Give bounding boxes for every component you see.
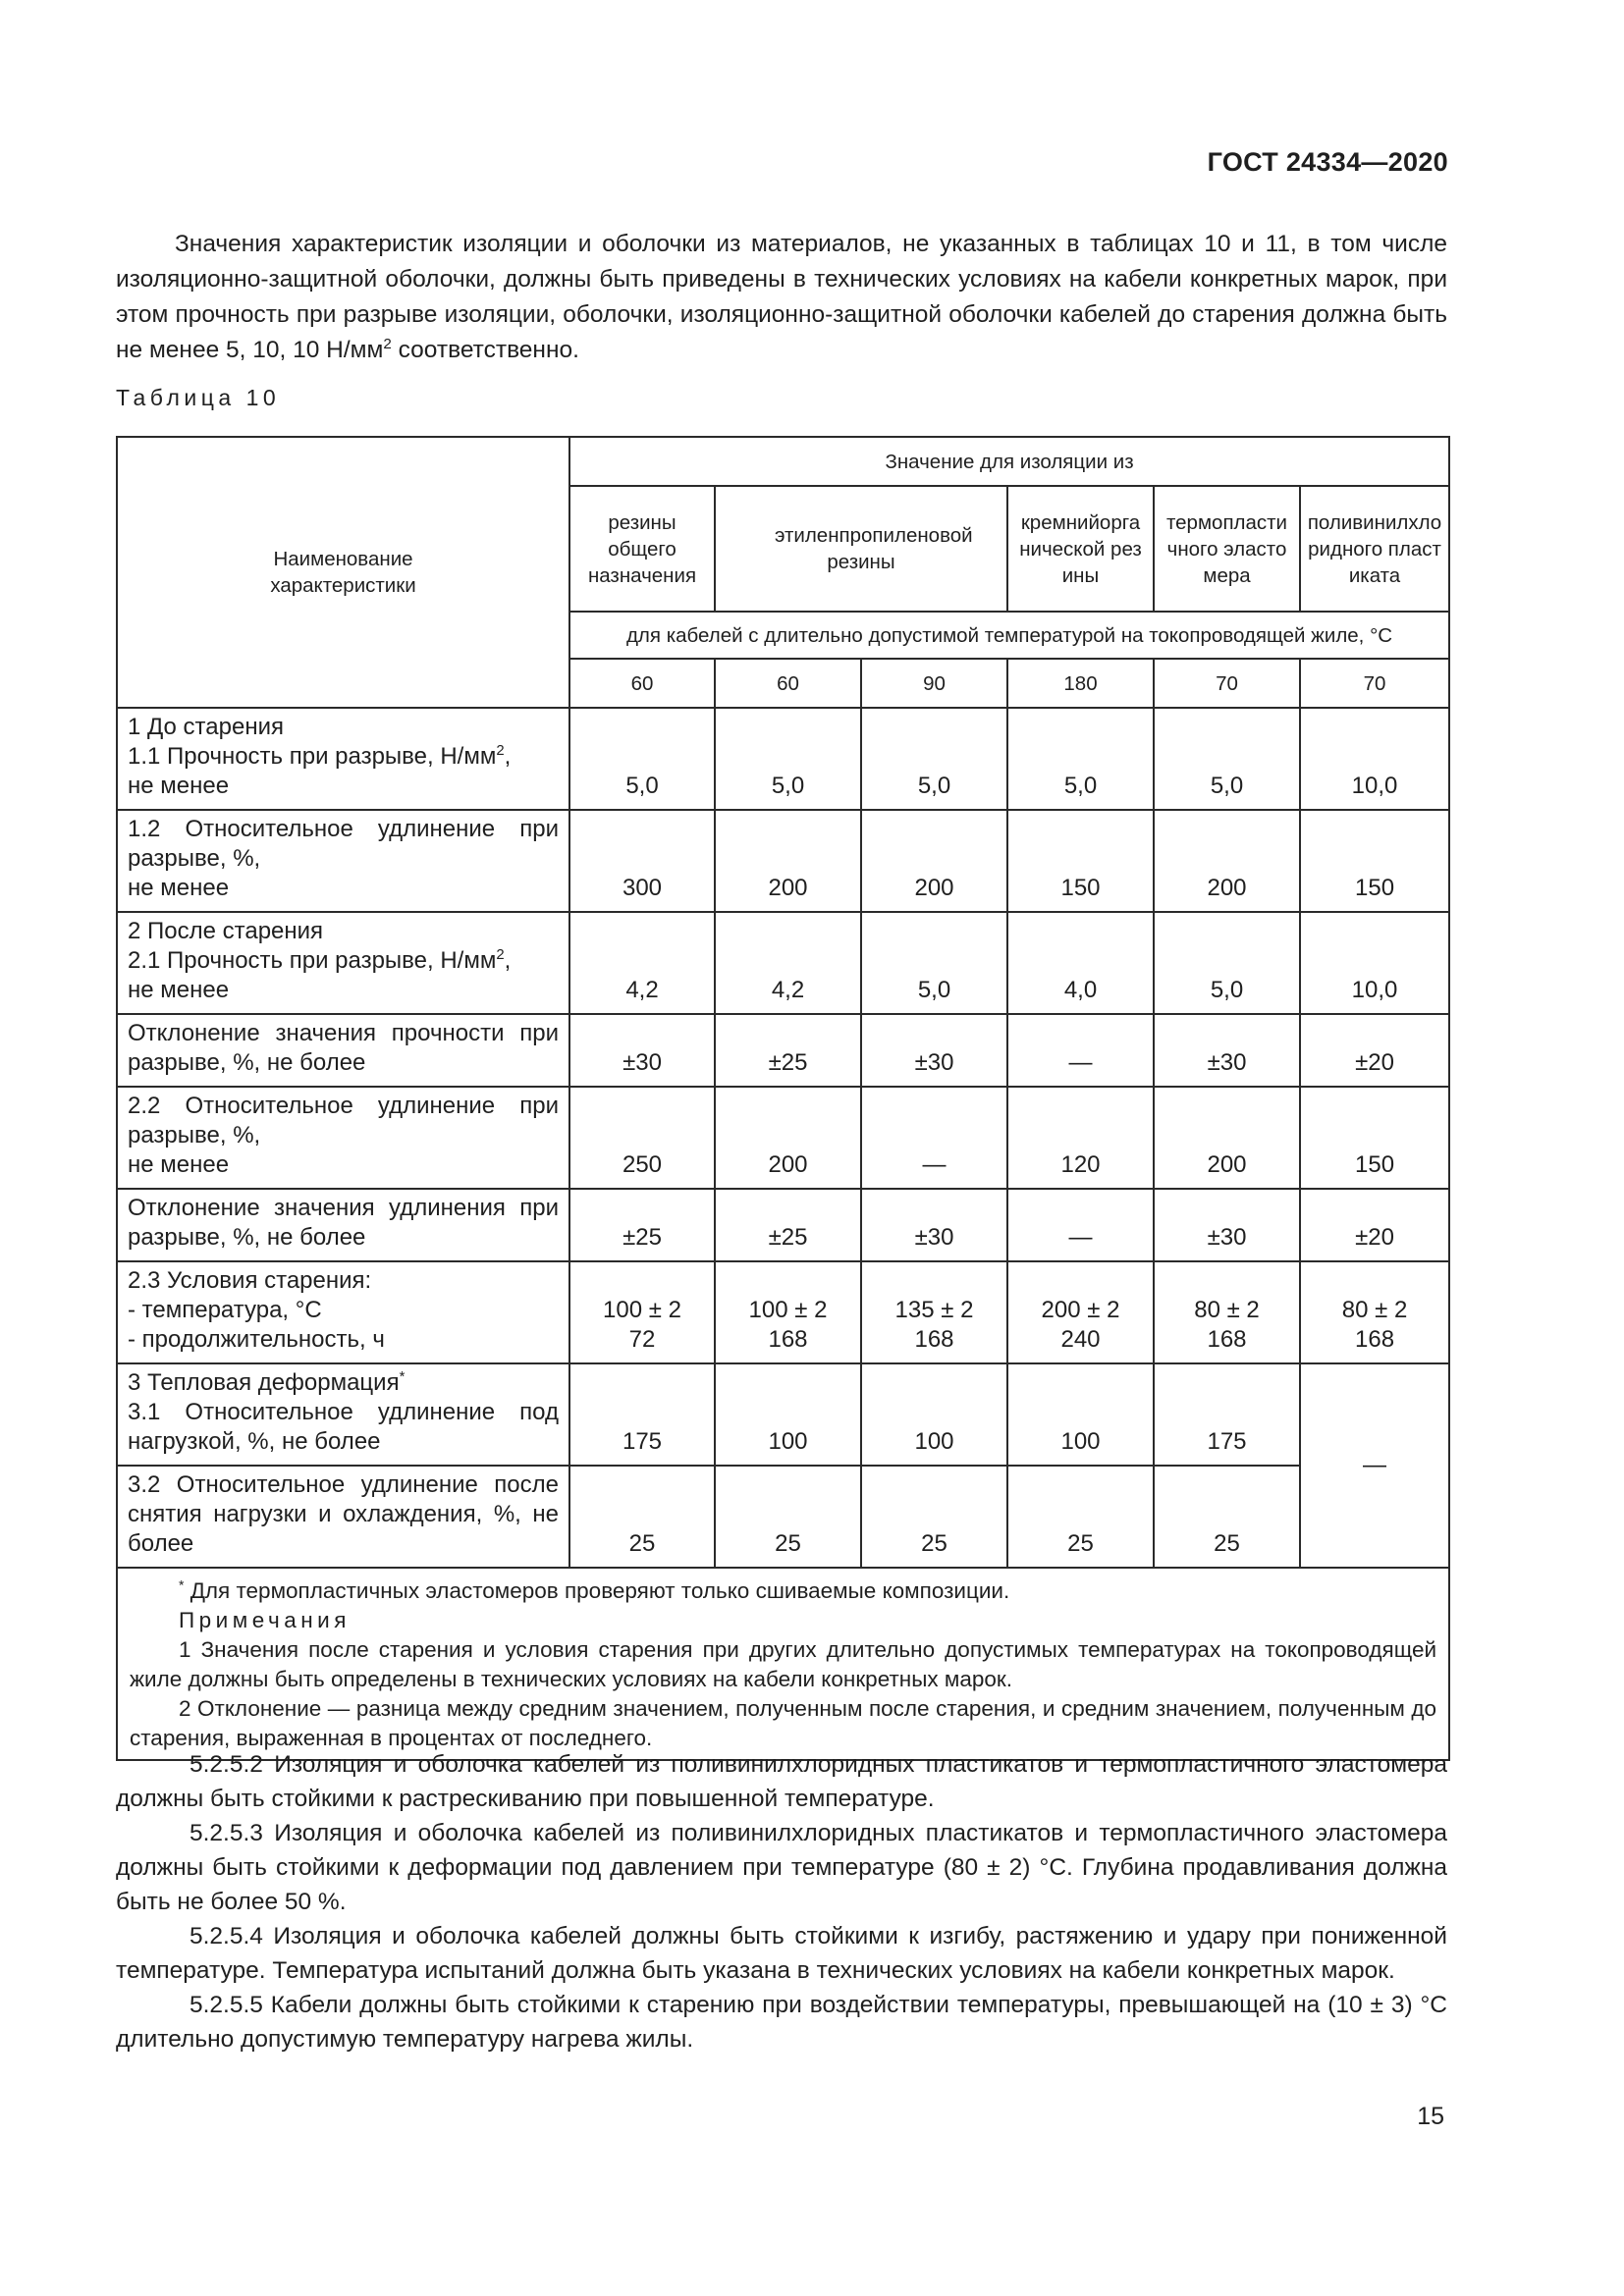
- value-cell: 4,2: [715, 912, 861, 1014]
- value-cell: 150: [1300, 1087, 1449, 1189]
- intro-unit-sup: 2: [383, 335, 392, 352]
- label-line: 2 После старения: [128, 918, 324, 944]
- header-temp: 90: [861, 659, 1007, 708]
- value-cell: [569, 1261, 715, 1363]
- header-temp: 60: [569, 659, 715, 708]
- value-cell: 10,0: [1300, 912, 1449, 1014]
- header-name-col: Наименование характеристики: [117, 437, 569, 708]
- value-cell: 4,2: [569, 912, 715, 1014]
- label-line: 2.3 Условия старения:: [128, 1267, 372, 1294]
- value-line: 168: [768, 1326, 808, 1353]
- value-cell: 150: [1007, 810, 1154, 912]
- intro-text: Значения характеристик изоляции и оболочки из материалов, не указанных в таблицах 10 и 11, в том числе изоляционно-защитной оболочки, должны быть приведены в технических условиях на кабели конкретных марок, при этом прочность при разрыве изоляции, оболочки, изоляционно-защитной оболочки кабелей до старения должна быть не менее 5, 10, 10 Н/мм: [116, 231, 1447, 363]
- value-line: 100 ± 2: [603, 1297, 681, 1323]
- label-sup: *: [399, 1369, 406, 1385]
- header-material: этиленпропиленовой резины: [715, 486, 1007, 612]
- label-sup: 2: [496, 947, 505, 963]
- label-line: 3.1 Относительное удлинение под нагрузкой, %, не более: [128, 1399, 559, 1455]
- label-line: не менее: [128, 977, 230, 1003]
- value-cell: 200: [715, 1087, 861, 1189]
- label-line: не менее: [128, 875, 230, 901]
- paragraph: 5.2.5.5 Кабели должны быть стойкими к старению при воздействии температуры, превышающей на (10 ± 3) °С длительно допустимую температуру нагрева жилы.: [116, 1992, 1447, 2053]
- value-cell: [1007, 1261, 1154, 1363]
- table-footnotes-row: [117, 1568, 1449, 1760]
- value-cell: 25: [861, 1466, 1007, 1568]
- value-cell: [1300, 1261, 1449, 1363]
- value-cell: [715, 1261, 861, 1363]
- value-cell: 200: [1154, 810, 1300, 912]
- note-1: 1 Значения после старения и условия старения при других длительно допустимых температурах на токопроводящей жиле должны быть определены в технических условиях на кабели конкретных марок.: [130, 1637, 1437, 1691]
- value-cell: 100: [715, 1363, 861, 1466]
- value-cell: 150: [1300, 810, 1449, 912]
- value-line: 200 ± 2: [1041, 1297, 1120, 1323]
- header-material: поливинилхлоридного пластиката: [1300, 486, 1449, 612]
- row-label: Отклонение значения прочности при разрыве, %, не более: [117, 1014, 569, 1087]
- label-line: - температура, °С: [128, 1297, 322, 1323]
- header-temp: 70: [1300, 659, 1449, 708]
- footnote-star-text: Для термопластичных эластомеров проверяют только сшиваемые композиции.: [184, 1578, 1010, 1603]
- intro-tail: соответственно.: [391, 337, 579, 363]
- value-cell: 25: [1154, 1466, 1300, 1568]
- value-cell: 5,0: [1007, 708, 1154, 810]
- value-cell: [861, 1261, 1007, 1363]
- header-temp: 180: [1007, 659, 1154, 708]
- table-row: [117, 810, 1449, 912]
- label-line: не менее: [128, 773, 230, 799]
- label-line: 1 До старения: [128, 714, 284, 740]
- table-footnotes: [117, 1568, 1449, 1760]
- page-number: 15: [1417, 2103, 1444, 2130]
- characteristics-table: [116, 436, 1450, 1761]
- value-line: 168: [1207, 1326, 1247, 1353]
- label-line: 3 Тепловая деформация: [128, 1369, 400, 1396]
- notes-title: Примечания: [179, 1608, 351, 1632]
- table-row: [117, 1261, 1449, 1363]
- label-line: ,: [504, 743, 512, 770]
- value-line: 80 ± 2: [1341, 1297, 1408, 1323]
- value-cell: ±30: [861, 1189, 1007, 1261]
- label-line: 1.1 Прочность при разрыве, Н/мм: [128, 743, 497, 770]
- header-material: термопластичного эластомера: [1154, 486, 1300, 612]
- table-row: [117, 1363, 1449, 1466]
- value-cell: 10,0: [1300, 708, 1449, 810]
- row-label: [117, 1261, 569, 1363]
- label-line: не менее: [128, 1151, 230, 1178]
- table-row: [117, 912, 1449, 1014]
- value-cell: 200: [861, 810, 1007, 912]
- value-cell: ±30: [861, 1014, 1007, 1087]
- table-row: [117, 1087, 1449, 1189]
- label-sup: 2: [496, 743, 505, 759]
- label-line: - продолжительность, ч: [128, 1326, 385, 1353]
- value-cell: ±30: [1154, 1189, 1300, 1261]
- table-row: [117, 1189, 1449, 1261]
- value-cell: 5,0: [1154, 708, 1300, 810]
- value-cell: ±25: [715, 1014, 861, 1087]
- header-temp-label: для кабелей с длительно допустимой температурой на токопроводящей жиле, °С: [569, 612, 1449, 659]
- value-cell: ±30: [569, 1014, 715, 1087]
- value-cell: 5,0: [1154, 912, 1300, 1014]
- row-label: [117, 708, 569, 810]
- value-line: 135 ± 2: [894, 1297, 974, 1323]
- footnote-star: [130, 1576, 1436, 1606]
- note-2: 2 Отклонение — разница между средним значением, полученным после старения, и средним значением, полученным до старения, выраженная в процентах от последнего.: [130, 1696, 1437, 1750]
- header-material: резины общего назначения: [569, 486, 715, 612]
- value-cell: 4,0: [1007, 912, 1154, 1014]
- value-cell: 250: [569, 1087, 715, 1189]
- header-material: кремнийорганической резины: [1007, 486, 1154, 612]
- value-cell: —: [1007, 1189, 1154, 1261]
- footnote-star-mark: *: [179, 1576, 185, 1593]
- value-cell: ±25: [569, 1189, 715, 1261]
- row-label: [117, 810, 569, 912]
- value-cell: 5,0: [715, 708, 861, 810]
- value-cell: ±25: [715, 1189, 861, 1261]
- value-cell: 175: [1154, 1363, 1300, 1466]
- value-cell: 120: [1007, 1087, 1154, 1189]
- value-cell: —: [861, 1087, 1007, 1189]
- header-temp: 60: [715, 659, 861, 708]
- table-row: [117, 708, 1449, 810]
- value-cell: 25: [1007, 1466, 1154, 1568]
- value-line: 72: [628, 1326, 656, 1353]
- row-label: 3.2 Относительное удлинение после снятия нагрузки и охлаждения, %, не более: [117, 1466, 569, 1568]
- table-row: [117, 1014, 1449, 1087]
- table-caption: Таблица 10: [116, 385, 281, 410]
- value-cell: 25: [715, 1466, 861, 1568]
- header-temp: 70: [1154, 659, 1300, 708]
- value-cell: 5,0: [861, 708, 1007, 810]
- value-cell: 200: [1154, 1087, 1300, 1189]
- paragraph: 5.2.5.4 Изоляция и оболочка кабелей должны быть стойкими к изгибу, растяжению и удару при пониженной температуре. Температура испытаний должна быть указана в технических условиях на кабели конкретных марок.: [116, 1923, 1447, 1984]
- value-cell: 175: [569, 1363, 715, 1466]
- row-label: [117, 1363, 569, 1466]
- value-cell: 5,0: [861, 912, 1007, 1014]
- value-cell: ±30: [1154, 1014, 1300, 1087]
- merged-value-cell: —: [1300, 1363, 1449, 1568]
- label-line: 2.1 Прочность при разрыве, Н/мм: [128, 947, 497, 974]
- value-cell: 5,0: [569, 708, 715, 810]
- row-label: Отклонение значения удлинения при разрыве, %, не более: [117, 1189, 569, 1261]
- value-cell: ±20: [1300, 1189, 1449, 1261]
- row-label: [117, 1087, 569, 1189]
- value-cell: 100: [1007, 1363, 1154, 1466]
- paragraph: 5.2.5.3 Изоляция и оболочка кабелей из поливинилхлоридных пластикатов и термопластичного эластомера должны быть стойкими к деформации под давлением при температуре (80 ± 2) °С. Глубина продавливания должна быть не более 50 %.: [116, 1820, 1447, 1915]
- paragraph: 5.2.5.2 Изоляция и оболочка кабелей из поливинилхлоридных пластикатов и термопластичного эластомера должны быть стойкими к растрескиванию при повышенной температуре.: [116, 1751, 1447, 1812]
- standard-number: ГОСТ 24334—2020: [1207, 147, 1448, 177]
- value-cell: —: [1007, 1014, 1154, 1087]
- label-line: 1.2 Относительное удлинение при разрыве, %,: [128, 816, 559, 872]
- value-line: 168: [914, 1326, 954, 1353]
- label-line: 2.2 Относительное удлинение при разрыве, %,: [128, 1093, 559, 1148]
- value-line: 240: [1060, 1326, 1101, 1353]
- value-line: 80 ± 2: [1194, 1297, 1260, 1323]
- value-cell: [1154, 1261, 1300, 1363]
- row-label: [117, 912, 569, 1014]
- value-line: 168: [1355, 1326, 1395, 1353]
- header-group: Значение для изоляции из: [569, 437, 1449, 486]
- value-cell: 200: [715, 810, 861, 912]
- value-line: 100 ± 2: [748, 1297, 828, 1323]
- value-cell: 100: [861, 1363, 1007, 1466]
- value-cell: ±20: [1300, 1014, 1449, 1087]
- label-line: ,: [504, 947, 512, 974]
- table-row: [117, 1466, 1449, 1568]
- body-text: [116, 1747, 1447, 2056]
- intro-paragraph: [116, 227, 1447, 368]
- value-cell: 300: [569, 810, 715, 912]
- value-cell: 25: [569, 1466, 715, 1568]
